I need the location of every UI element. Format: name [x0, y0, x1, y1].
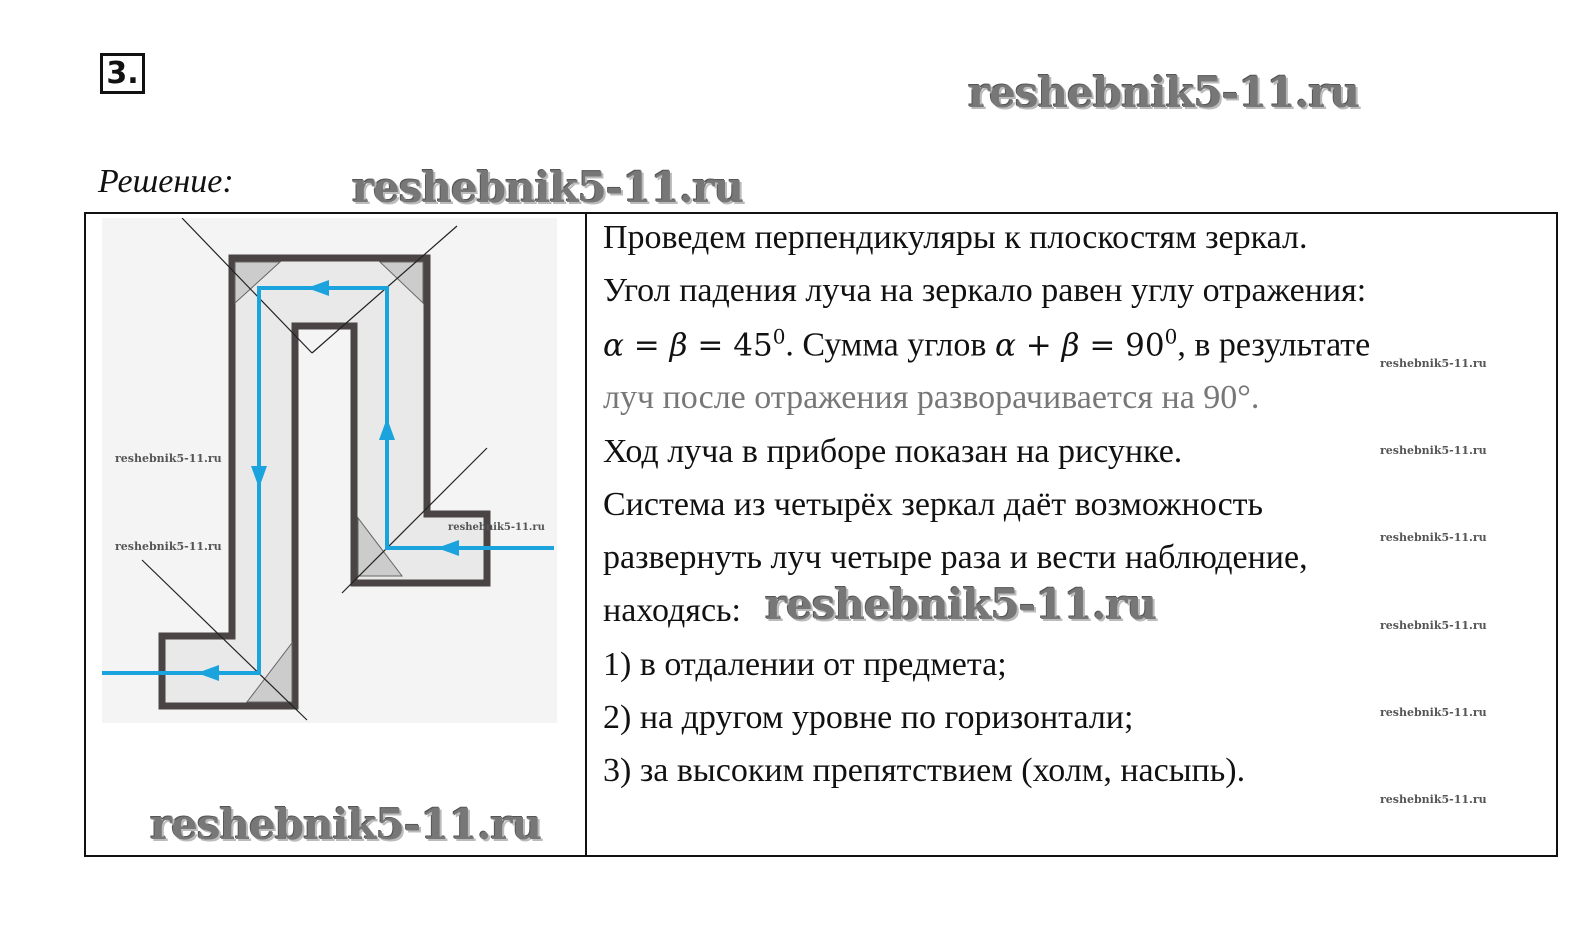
text-line-1: Проведем перпендикуляры к плоскостям зеркал. — [603, 219, 1308, 256]
watermark-right-5: reshebnik5-11.ru — [1380, 706, 1487, 719]
text-line-3 — [603, 325, 1370, 364]
watermark-right-1: reshebnik5-11.ru — [1380, 357, 1487, 370]
periscope-diagram — [102, 218, 557, 723]
equals-45: = 45 — [687, 327, 773, 364]
watermark-figure-1: reshebnik5-11.ru — [115, 452, 222, 465]
watermark-figure-3: reshebnik5-11.ru — [448, 522, 545, 533]
list-item-2: 2) на другом уровне по горизонтали; — [603, 699, 1134, 736]
list-item-1: 1) в отдалении от предмета; — [603, 646, 1007, 683]
alpha-symbol: α — [603, 327, 624, 364]
watermark-text-inline: reshebnik5-11.ru — [765, 580, 1157, 629]
table-divider — [585, 212, 587, 857]
list-item-3: 3) за высоким препятствием (холм, насыпь). — [603, 752, 1246, 789]
result-text: , в результате — [1177, 326, 1371, 364]
watermark-right-2: reshebnik5-11.ru — [1380, 444, 1487, 457]
watermark-right-6: reshebnik5-11.ru — [1380, 793, 1487, 806]
sum-text: . Сумма углов — [785, 326, 995, 364]
watermark-right-3: reshebnik5-11.ru — [1380, 531, 1487, 544]
text-line-5: Ход луча в приборе показан на рисунке. — [603, 433, 1183, 470]
solution-label: Решение: — [98, 163, 234, 200]
text-line-2: Угол падения луча на зеркало равен углу отражения: — [603, 272, 1367, 309]
watermark-top: reshebnik5-11.ru — [968, 68, 1360, 117]
watermark-figure-2: reshebnik5-11.ru — [115, 540, 222, 553]
beta-symbol: β — [669, 327, 688, 364]
watermark-figure-bottom: reshebnik5-11.ru — [150, 800, 542, 849]
equals-90: = 90 — [1079, 327, 1165, 364]
degree-sup-2: 0 — [1164, 325, 1178, 349]
text-line-7: развернуть луч четыре раза и вести наблюдение, — [603, 539, 1308, 576]
degree-sup-1: 0 — [772, 325, 786, 349]
alpha-symbol-2: α — [994, 327, 1016, 364]
text-line-4: луч после отражения разворачивается на 90°. — [603, 379, 1260, 416]
task-number: 3. — [100, 53, 145, 94]
plus-sign: + — [1015, 327, 1062, 364]
watermark-right-4: reshebnik5-11.ru — [1380, 619, 1487, 632]
beta-symbol-2: β — [1061, 327, 1080, 364]
equals-1: = — [623, 327, 670, 364]
text-line-6: Система из четырёх зеркал даёт возможность — [603, 486, 1264, 523]
watermark-header: reshebnik5-11.ru — [352, 163, 744, 212]
text-line-8: находясь: — [603, 592, 741, 629]
